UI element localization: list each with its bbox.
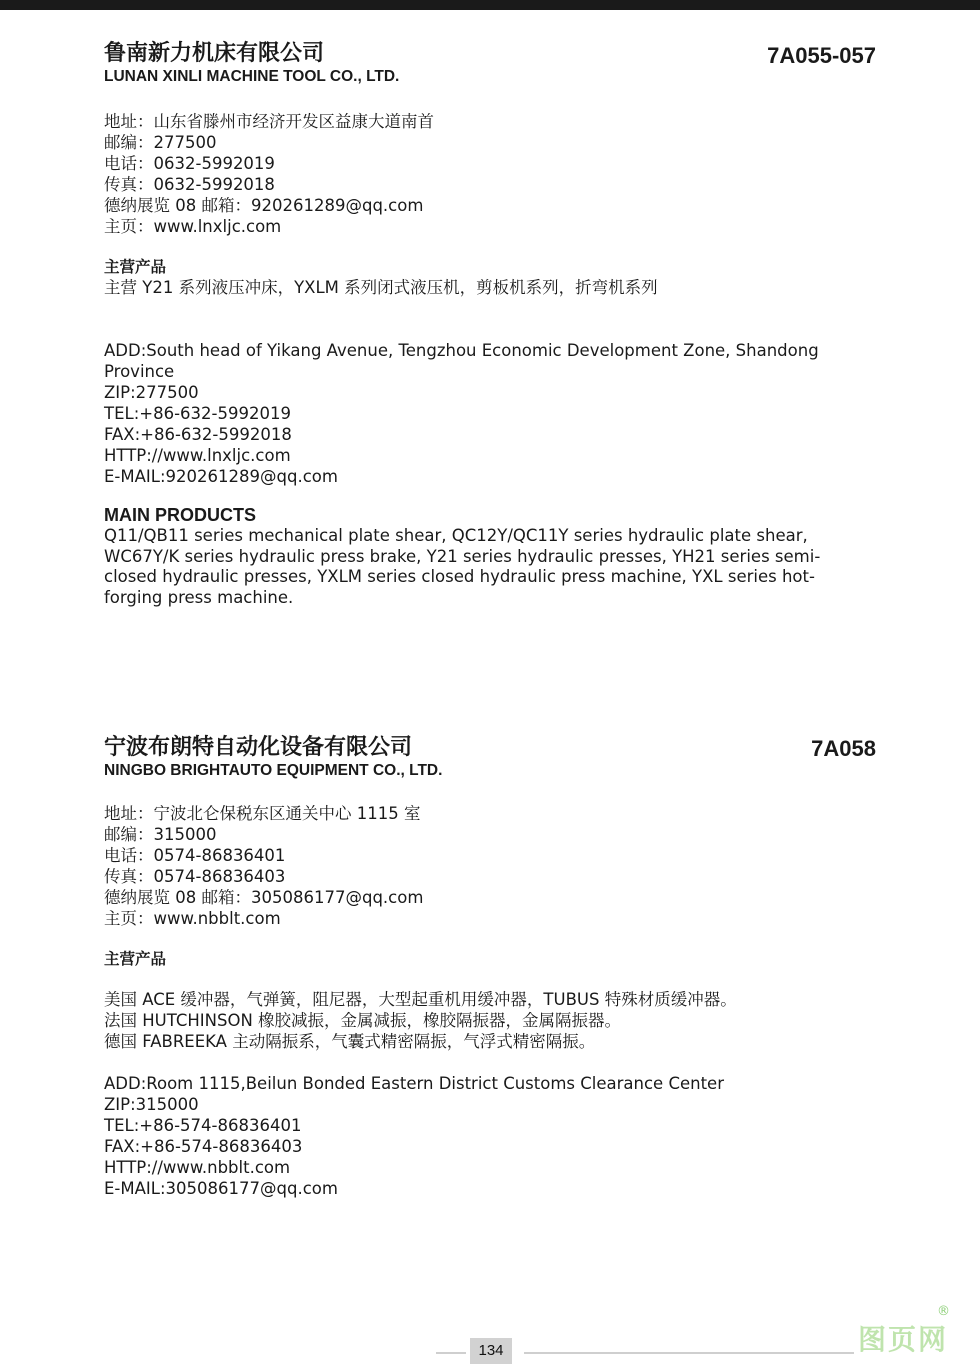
phone-cn: 电话：0632-5992019 xyxy=(104,154,275,173)
zip-cn: 邮编：315000 xyxy=(104,825,217,844)
zip-en: ZIP:315000 xyxy=(104,1095,199,1114)
products-text-cn: 主营 Y21 系列液压冲床，YXLM 系列闭式液压机，剪板机系列，折弯机系列 xyxy=(104,278,658,297)
homepage-cn: 主页：www.lnxljc.com xyxy=(104,217,282,236)
contact-block-cn xyxy=(104,111,894,237)
products-heading-en: MAIN PRODUCTS xyxy=(104,505,256,525)
products-heading-cn: 主营产品 xyxy=(104,258,167,276)
company-name-en: LUNAN XINLI MACHINE TOOL CO., LTD. xyxy=(104,68,400,85)
website-en: HTTP://www.nbblt.com xyxy=(104,1158,291,1177)
fax-en: FAX:+86-574-86836403 xyxy=(104,1137,303,1156)
products-line-cn: 法国 HUTCHINSON 橡胶减振，金属减振，橡胶隔振器，金属隔振器。 xyxy=(104,1011,622,1030)
address-cn: 地址：山东省滕州市经济开发区益康大道南首 xyxy=(104,112,434,131)
website-en: HTTP://www.lnxljc.com xyxy=(104,446,291,465)
fax-cn: 传真：0632-5992018 xyxy=(104,175,275,194)
address-cn: 地址：宁波北仑保税东区通关中心 1115 室 xyxy=(104,804,421,823)
company-name-cn: 鲁南新力机床有限公司 xyxy=(104,41,325,66)
phone-en: TEL:+86-574-86836401 xyxy=(104,1116,302,1135)
watermark-logo xyxy=(858,1304,953,1358)
fax-cn: 传真：0574-86836403 xyxy=(104,867,286,886)
booth-number: 7A058 xyxy=(811,736,876,761)
email-en: E-MAIL:305086177@qq.com xyxy=(104,1179,338,1198)
products-heading-cn: 主营产品 xyxy=(104,950,167,968)
products-line-cn: 德国 FABREEKA 主动隔振系，气囊式精密隔振，气浮式精密隔振。 xyxy=(104,1032,596,1051)
email-cn: 德纳展览 08 邮箱：305086177@qq.com xyxy=(104,888,424,907)
zip-cn: 邮编：277500 xyxy=(104,133,217,152)
email-cn: 德纳展览 08 邮箱：920261289@qq.com xyxy=(104,196,424,215)
address-en: ADD:Room 1115,Beilun Bonded Eastern District Customs Clearance Center xyxy=(104,1074,724,1093)
company-name-en: NINGBO BRIGHTAUTO EQUIPMENT CO., LTD. xyxy=(104,762,443,779)
email-en: E-MAIL:920261289@qq.com xyxy=(104,467,338,486)
products-text-en: Q11/QB11 series mechanical plate shear, QC12Y/QC11Y series hydraulic plate shear, WC67Y/K series hydraulic press brake, Y21 series hydraulic presses, YH21 series semi-closed hydraulic presses, YXLM series closed hydraulic press machine, YXL series hot-forging press machine. xyxy=(104,526,821,607)
contact-block-cn xyxy=(104,803,894,929)
footer-rule-left xyxy=(436,1352,466,1354)
page-number: 134 xyxy=(470,1338,512,1364)
footer-rule-right xyxy=(524,1352,854,1354)
homepage-cn: 主页：www.nbblt.com xyxy=(104,909,281,928)
fax-en: FAX:+86-632-5992018 xyxy=(104,425,292,444)
booth-number: 7A055-057 xyxy=(767,43,876,68)
phone-en: TEL:+86-632-5992019 xyxy=(104,404,291,423)
contact-block-en xyxy=(104,340,864,487)
zip-en: ZIP:277500 xyxy=(104,383,199,402)
company-name-cn: 宁波布朗特自动化设备有限公司 xyxy=(104,735,413,760)
contact-block-en xyxy=(104,1073,894,1199)
products-block-cn xyxy=(104,989,894,1052)
watermark-text: 图页网 xyxy=(858,1323,949,1356)
company-listing-ningbo xyxy=(104,734,894,780)
products-block-cn xyxy=(104,257,894,298)
phone-cn: 电话：0574-86836401 xyxy=(104,846,286,865)
products-heading-block-cn xyxy=(104,949,894,969)
top-border-bar xyxy=(0,0,980,10)
registered-mark-icon: ® xyxy=(937,1304,953,1319)
address-en: ADD:South head of Yikang Avenue, Tengzhou Economic Development Zone, Shandong Province xyxy=(104,341,819,381)
products-block-en xyxy=(104,505,849,608)
products-line-cn: 美国 ACE 缓冲器，气弹簧，阻尼器，大型起重机用缓冲器，TUBUS 特殊材质缓冲器。 xyxy=(104,990,737,1009)
